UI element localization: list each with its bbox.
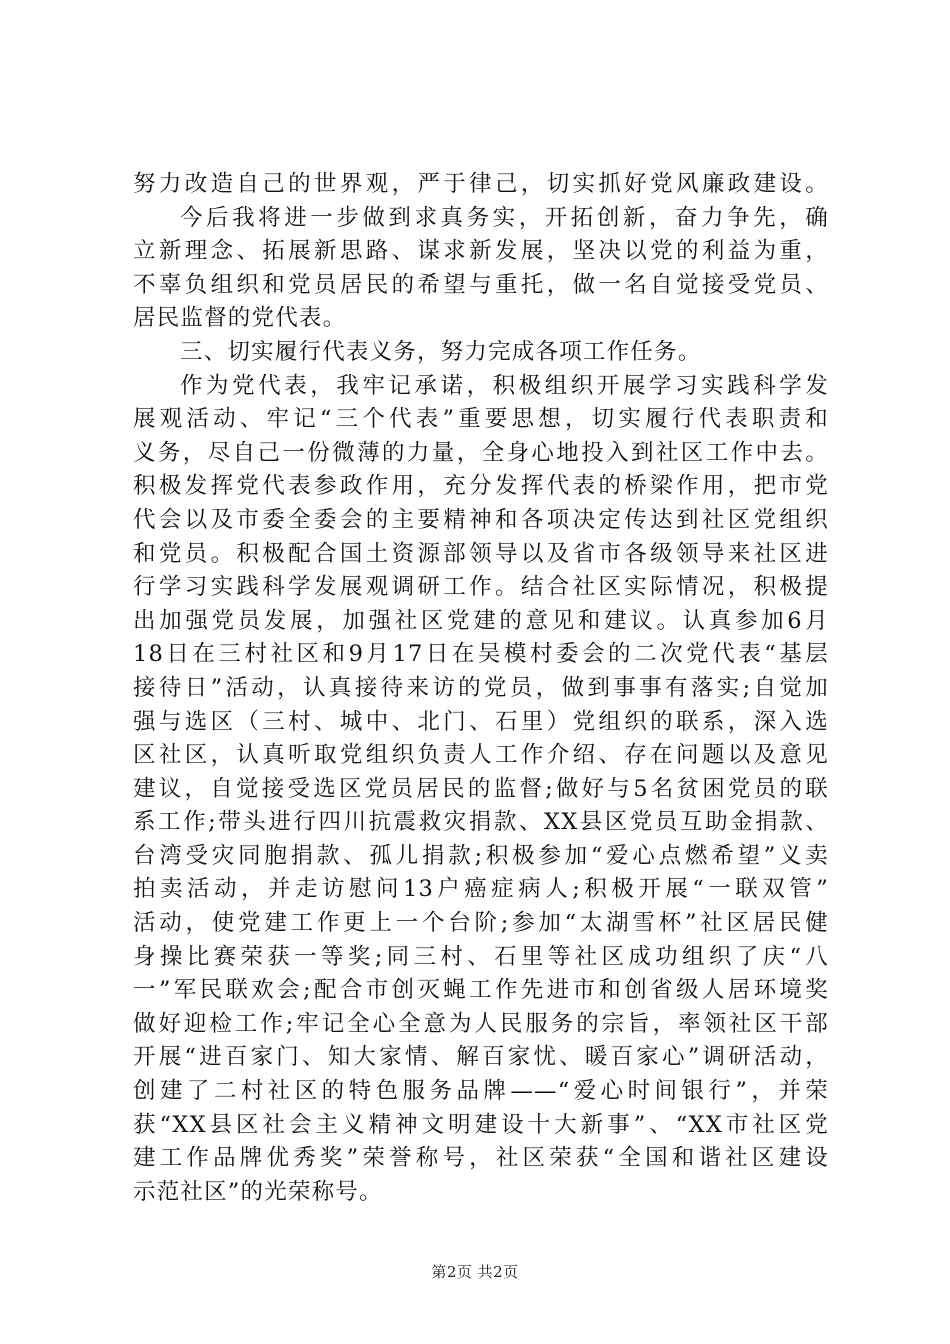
text-line: 和党员。积极配合国土资源部领导以及省市各级领导来社区进 <box>133 540 829 567</box>
page-indicator: 第2页 共2页 <box>431 1263 519 1281</box>
document-body <box>133 168 829 1209</box>
text-line: 一”军民联欢会;配合市创灭蝇工作先进市和创省级人居环境奖 <box>133 977 829 1004</box>
text-line: 拍卖活动，并走访慰问13户癌症病人;积极开展“一联双管” <box>133 876 829 903</box>
text-line: 不辜负组织和党员居民的希望与重托，做一名自觉接受党员、 <box>133 271 829 298</box>
text-line: 创建了二村社区的特色服务品牌——“爱心时间银行”，并荣 <box>133 1078 829 1105</box>
page-footer <box>0 1261 950 1282</box>
text-line: 居民监督的党代表。 <box>133 305 347 332</box>
text-line: 努力改造自己的世界观，严于律己，切实抓好党风廉政建设。 <box>133 171 829 197</box>
text-line: 展观活动、牢记“三个代表”重要思想，切实履行代表职责和 <box>133 406 829 433</box>
text-line: 系工作;带头进行四川抗震救灾捐款、XX县区党员互助金捐款、 <box>133 809 829 836</box>
text-line: 18日在三村社区和9月17日在吴模村委会的二次党代表“基层 <box>133 641 829 668</box>
text-line: 区社区，认真听取党组织负责人工作介绍、存在问题以及意见 <box>133 742 829 769</box>
text-line: 示范社区”的光荣称号。 <box>133 1178 383 1205</box>
text-line: 开展“进百家门、知大家情、解百家忧、暖百家心”调研活动， <box>133 1044 829 1071</box>
text-line: 获“XX县区社会主义精神文明建设十大新事”、“XX市社区党 <box>133 1111 829 1138</box>
text-line: 出加强党员发展，加强社区党建的意见和建议。认真参加6月 <box>133 607 829 634</box>
text-line: 做好迎检工作;牢记全心全意为人民服务的宗旨，率领社区干部 <box>133 1010 829 1037</box>
text-line: 行学习实践科学发展观调研工作。结合社区实际情况，积极提 <box>133 574 829 601</box>
text-line: 义务，尽自己一份微薄的力量，全身心地投入到社区工作中去。 <box>133 439 829 466</box>
text-line: 立新理念、拓展新思路、谋求新发展，坚决以党的利益为重， <box>133 238 829 265</box>
text-line: 身操比赛荣获一等奖;同三村、石里等社区成功组织了庆“八 <box>133 943 829 970</box>
text-line: 今后我将进一步做到求真务实，开拓创新，奋力争先，确 <box>180 204 829 231</box>
text-line: 代会以及市委全委会的主要精神和各项决定传达到社区党组织 <box>133 506 829 533</box>
text-line: 积极发挥党代表参政作用，充分发挥代表的桥梁作用，把市党 <box>133 473 829 500</box>
text-line: 建工作品牌优秀奖”荣誉称号，社区荣获“全国和谐社区建设 <box>133 1145 829 1172</box>
section-heading: 三、切实履行代表义务，努力完成各项工作任务。 <box>180 338 702 365</box>
text-line: 活动，使党建工作更上一个台阶;参加“太湖雪杯”社区居民健 <box>133 910 829 937</box>
text-line: 建议，自觉接受选区党员居民的监督;做好与5名贫困党员的联 <box>133 775 829 802</box>
text-line: 作为党代表，我牢记承诺，积极组织开展学习实践科学发 <box>180 372 829 399</box>
text-line: 强与选区（三村、城中、北门、石里）党组织的联系，深入选 <box>133 708 829 735</box>
text-line: 接待日”活动，认真接待来访的党员，做到事事有落实;自觉加 <box>133 674 829 701</box>
text-line: 台湾受灾同胞捐款、孤儿捐款;积极参加“爱心点燃希望”义卖 <box>133 842 829 869</box>
